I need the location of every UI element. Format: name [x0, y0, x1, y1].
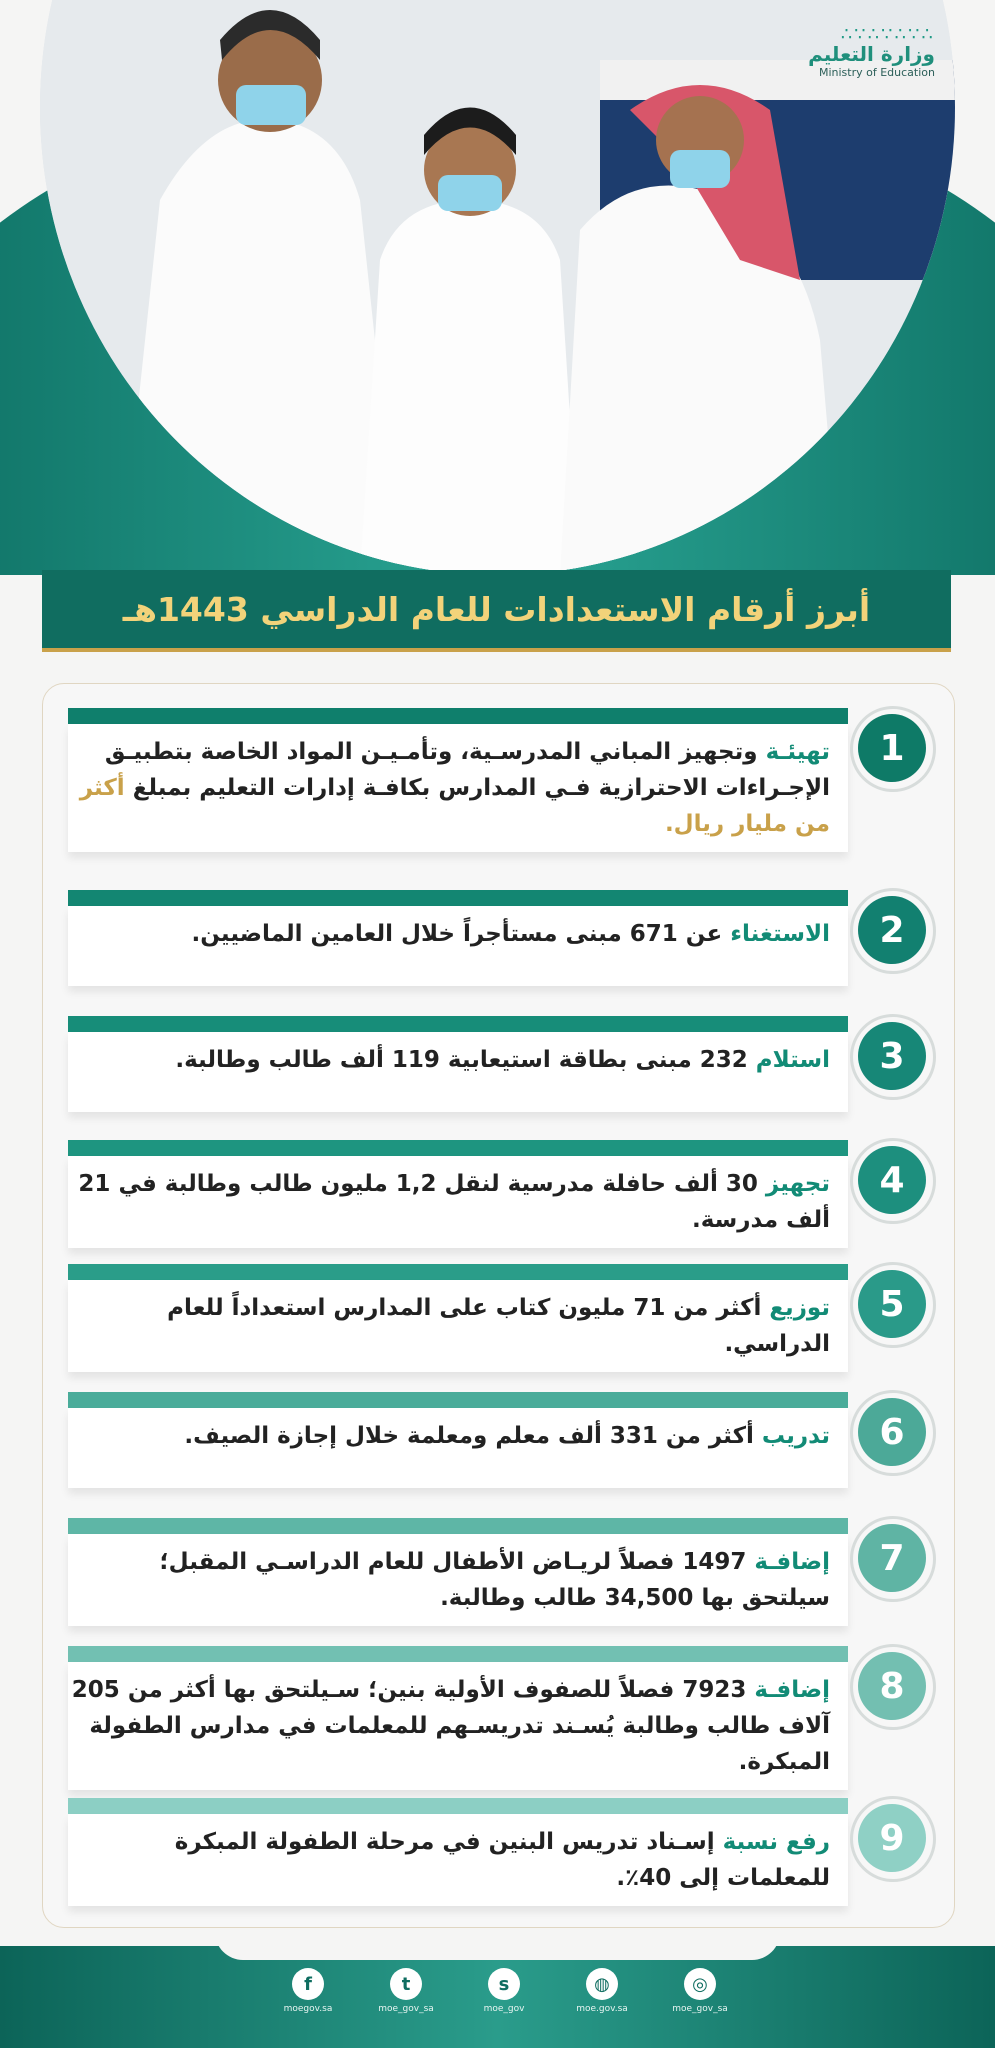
item-description: أكثر من 71 مليون كتاب على المدارس استعداداً للعام الدراسي. — [167, 1295, 830, 1357]
item-keyword: تدريب — [761, 1423, 830, 1449]
item-description: عن 671 مبنى مستأجراً خلال العامين الماضيين. — [191, 921, 731, 947]
item-bar — [68, 890, 848, 906]
item-description: إسـناد تدريس البنين في مرحلة الطفولة المبكرة للمعلمات إلى 40٪. — [174, 1829, 830, 1891]
social-link[interactable] — [459, 1968, 549, 2014]
item-description: 30 ألف حافلة مدرسية لنقل 1,2 مليون طالب وطالبة في 21 ألف مدرسة. — [78, 1171, 830, 1233]
item-bar — [68, 1264, 848, 1280]
item-text — [68, 1408, 848, 1488]
snapchat-icon[interactable]: s — [488, 1968, 520, 2000]
item-number: 2 — [858, 896, 926, 964]
item-number: 1 — [858, 714, 926, 782]
page-title: أبرز أرقام الاستعدادات للعام الدراسي 1443هـ — [122, 589, 871, 629]
item-text — [68, 1032, 848, 1112]
item-number: 4 — [858, 1146, 926, 1214]
item-description: أكثر من 331 ألف معلم ومعلمة خلال إجازة الصيف. — [184, 1423, 762, 1449]
item-text — [68, 1156, 848, 1248]
item-number: 5 — [858, 1270, 926, 1338]
item-number-badge — [846, 1010, 942, 1106]
facebook-icon[interactable]: f — [292, 1968, 324, 2000]
item-description: 1497 فصلاً لريـاض الأطفال للعام الدراسـي المقبل؛ سيلتحق بها 34,500 طالب وطالبة. — [159, 1549, 830, 1611]
item-keyword: توزيع — [769, 1295, 830, 1321]
item-keyword: تجهيز — [765, 1171, 830, 1197]
social-handle: moe_gov_sa — [378, 2004, 434, 2014]
item-bar — [68, 1016, 848, 1032]
social-handle: moegov.sa — [283, 2004, 333, 2014]
social-link[interactable] — [263, 1968, 353, 2014]
social-handle: moe_gov_sa — [672, 2004, 728, 2014]
item-number: 6 — [858, 1398, 926, 1466]
item-number-badge — [846, 1640, 942, 1736]
globe-icon[interactable]: ◍ — [586, 1968, 618, 2000]
item-number-badge — [846, 1386, 942, 1482]
logo-english-text: Ministry of Education — [818, 66, 935, 79]
hero-section — [0, 0, 995, 575]
item-text — [68, 1662, 848, 1790]
item-number: 8 — [858, 1652, 926, 1720]
item-keyword: إضافـة — [754, 1549, 830, 1575]
item-number: 7 — [858, 1524, 926, 1592]
item-keyword: إضافـة — [754, 1677, 830, 1703]
social-link[interactable] — [655, 1968, 745, 2014]
item-number-badge — [846, 1792, 942, 1888]
item-bar — [68, 1798, 848, 1814]
item-bar — [68, 1140, 848, 1156]
item-number: 3 — [858, 1022, 926, 1090]
twitter-icon[interactable]: t — [390, 1968, 422, 2000]
footer-notch — [215, 1932, 780, 1960]
item-number-badge — [846, 702, 942, 798]
item-text — [68, 906, 848, 986]
item-keyword: تهيئـة — [765, 739, 830, 765]
social-link[interactable] — [361, 1968, 451, 2014]
social-handle: moe.gov.sa — [576, 2004, 628, 2014]
ministry-logo — [808, 24, 935, 79]
item-number: 9 — [858, 1804, 926, 1872]
item-number-badge — [846, 884, 942, 980]
social-handle: moe_gov — [483, 2004, 525, 2014]
item-bar — [68, 1392, 848, 1408]
title-bar — [42, 570, 951, 648]
item-bar — [68, 1646, 848, 1662]
item-bar — [68, 708, 848, 724]
item-text — [68, 1814, 848, 1906]
item-number-badge — [846, 1134, 942, 1230]
item-keyword: رفع نسبة — [722, 1829, 830, 1855]
item-highlight: أكثر من مليار ريال. — [79, 775, 830, 837]
item-number-badge — [846, 1512, 942, 1608]
item-text — [68, 724, 848, 852]
item-keyword: استلام — [755, 1047, 830, 1073]
item-number-badge — [846, 1258, 942, 1354]
hero-photo — [40, 0, 955, 575]
item-description: وتجهيز المباني المدرسـية، وتأمـيـن المواد الخاصة بتطبيـق الإجـراءات الاحترازية فـي المدارس بكافـة إدارات التعليم بمبلغ — [104, 739, 830, 801]
item-description: 7923 فصلاً للصفوف الأولية بنين؛ سـيلتحق بها أكثر من 205 آلاف طالب وطالبة يُسـند تدريسـهم للمعلمات في مدارس الطفولة المبكرة. — [71, 1677, 830, 1775]
logo-dots-icon: ∴∵∴∵∴∵∴ — [840, 24, 935, 45]
item-bar — [68, 1518, 848, 1534]
photo-illustration — [40, 0, 955, 575]
item-text — [68, 1280, 848, 1372]
item-description: 232 مبنى بطاقة استيعابية 119 ألف طالب وطالبة. — [175, 1047, 756, 1073]
instagram-icon[interactable]: ◎ — [684, 1968, 716, 2000]
item-text — [68, 1534, 848, 1626]
logo-arabic-text: وزارة التعليم — [808, 42, 935, 66]
social-link[interactable] — [557, 1968, 647, 2014]
item-keyword: الاستغناء — [730, 921, 830, 947]
